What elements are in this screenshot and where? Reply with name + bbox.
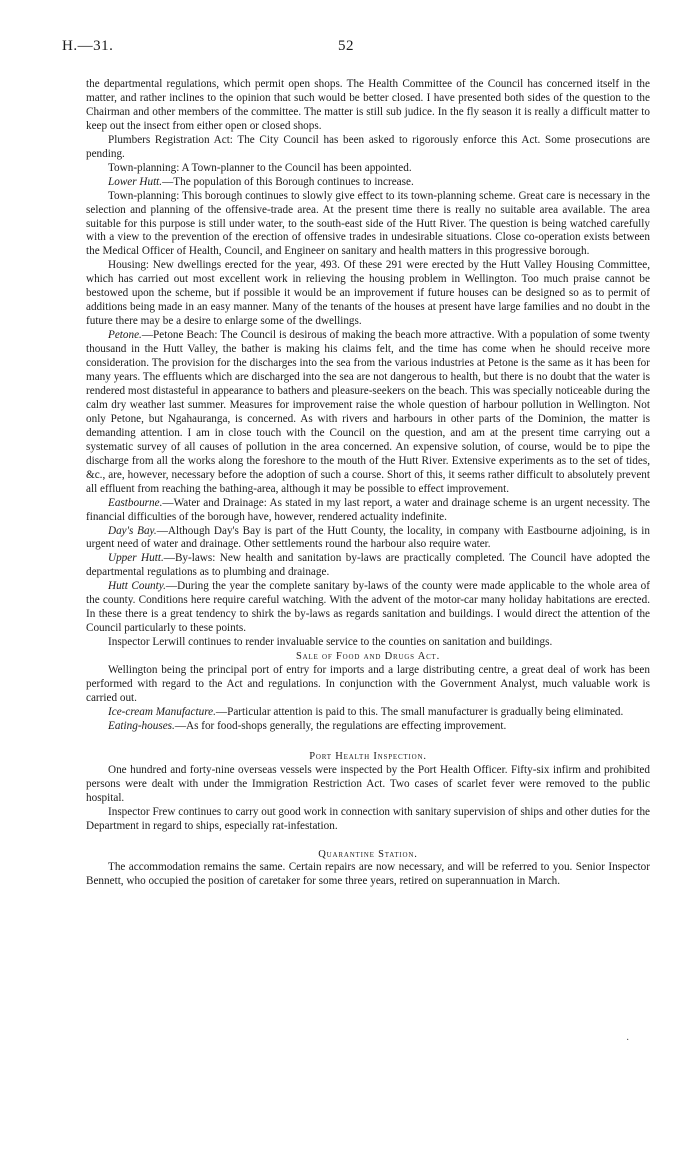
- paragraph-text: —Although Day's Bay is part of the Hutt County, the locality, in company with Eastbourne adjoining, is in urgent need of water and drainage. Other settlements round the harbour also require water.: [86, 524, 650, 551]
- paragraph-text: —Water and Drainage: As stated in my last report, a water and drainage scheme is an urgent necessity. The financial difficulties of the borough have, however, rendered actuality indefinite.: [86, 496, 650, 523]
- paragraph-text: —Petone Beach: The Council is desirous of making the beach more attractive. With a population of some twenty thousand in the Hutt Valley, the bather is making his claims felt, and the time has come when he should receive more consideration. The provision for the discharges into the sea from the various industries at Petone is the same as it has been for many years. The effluents which are discharged into the sea are not dangerous to health, but there is no doubt that the water is rendered most distasteful in appearance to bathers and pleasure-seekers on the beach. This was specially noticeable during the calm dry weather last summer. Measures for improvement raise the whole question of harbour pollution in Wellington. Not only Petone, but Ngahauranga, is concerned. As with rivers and harbours in other parts of the Dominion, the matter is demanding attention. I am in close touch with the Council on the question, and am at the present time carrying out a systematic survey of all causes of pollution in the area concerned. An expensive solution, of course, would be to pipe the discharge from all the works along the foreshore to the mouth of the Hutt River. Extensive experiments as to the set of tides, &c., are, however, necessary before the adoption of such a course. Short of this, it seems rather difficult to absolutely prevent all effluent from reaching the bathing-area, although it may be possible to effect improvement.: [86, 329, 650, 495]
- paragraph-text: Housing: New dwellings erected for the year, 493. Of these 291 were erected by the Hutt Valley Housing Committee, which has carried out most excellent work in relieving the housing problem in Wellington. Too much praise cannot be bestowed upon the scheme, but if possible it would be an improvement if future houses can be designed so as to permit of additions being made in an easy manner. Many of the tenants of the houses at present have large families and no doubt in the future there may be a desire to enlarge some of the dwellings.: [86, 259, 650, 328]
- page-mark: ·: [626, 1035, 630, 1046]
- paragraph: [86, 525, 650, 553]
- paragraph-label: Eating-houses.: [108, 719, 175, 732]
- paragraph: [86, 552, 650, 580]
- paragraph: [86, 162, 650, 176]
- paragraph-text: One hundred and forty-nine overseas vessels were inspected by the Port Health Officer. Fifty-six infirm and prohibited persons were dealt with under the Immigration Restriction Act. Two cases of scarlet fever were removed to the public hospital.: [86, 763, 650, 804]
- section-heading: Quarantine Station.: [318, 848, 418, 860]
- paragraph-label: Ice-cream Manufacture.: [108, 705, 216, 718]
- paragraph-text: the departmental regulations, which permit open shops. The Health Committee of the Council has concerned itself in the matter, and rather inclines to the opinion that such would be better closed. I have presented both sides of the question to the Chairman and other members of the committee. The matter is still sub judice. In the fly season it is really a difficult matter to keep out the insect from either open or closed shops.: [86, 78, 650, 132]
- paragraph-label: Lower Hutt.: [108, 175, 163, 188]
- paragraph-text: —During the year the complete sanitary by-laws of the county were made applicable to the whole area of the county. Conditions here require careful watching. With the advent of the motor-car many holiday habitations are erected. In these there is a great tendency to shirk the by-laws as regards sanitation and buildings. I would direct the attention of the Council particularly to these points.: [86, 580, 650, 635]
- report-body: [86, 78, 650, 889]
- paragraph-text: Town-planning: This borough continues to slowly give effect to its town-planning scheme. Great care is necessary in the selection and planning of the offensive-trade area. At the present time there is really no suitable area available. The area suitable for this purpose is still under water, to the south-east side of the Hutt River. The question is being watched carefully with a view to the prevention of the erection of offensive trades in undesirable situations. Close co-operation exists between the Medical Officer of Health, Council, and Engineer on sanitary and health matters in this progressive borough.: [86, 189, 650, 258]
- paragraph-text: Town-planning: A Town-planner to the Council has been appointed.: [108, 161, 412, 174]
- section-heading: Sale of Food and Drugs Act.: [295, 651, 441, 663]
- paragraph-label: Upper Hutt.: [108, 552, 164, 565]
- paragraph-label: Petone.: [108, 329, 142, 342]
- paragraph-text: —By-laws: New health and sanitation by-laws are practically completed. The Council have adopted the departmental regulations as to plumbing and drainage.: [86, 552, 650, 579]
- paragraph: [86, 861, 650, 889]
- paragraph: [86, 78, 650, 134]
- paragraph-label: Hutt County.: [108, 580, 166, 593]
- paragraph-text: Inspector Lerwill continues to render invaluable service to the counties on sanitation and buildings.: [108, 636, 553, 649]
- paragraph: [86, 580, 650, 636]
- paragraph-label: Eastbourne.: [108, 496, 163, 509]
- report-code: H.—31.: [62, 38, 114, 54]
- paragraph: [86, 190, 650, 260]
- paragraph-text: —As for food-shops generally, the regulations are effecting improvement.: [174, 719, 507, 732]
- paragraph-text: —Particular attention is paid to this. The small manufacturer is gradually being eliminated.: [215, 705, 624, 718]
- paragraph: [86, 497, 650, 525]
- paragraph: [86, 176, 650, 190]
- section-heading: Port Health Inspection.: [309, 750, 427, 762]
- paragraph: [86, 764, 650, 806]
- paragraph: [86, 720, 650, 734]
- paragraph-label: Day's Bay.: [108, 524, 157, 537]
- paragraph: [86, 806, 650, 834]
- paragraph: [86, 636, 650, 650]
- paragraph-text: Wellington being the principal port of entry for imports and a large distributing centre, a great deal of work has been performed with regard to the Act and regulations. In conjunction with the Government Analyst, much valuable work is carried out.: [86, 664, 650, 704]
- paragraph: [86, 329, 650, 496]
- paragraph: [86, 134, 650, 162]
- paragraph-text: Plumbers Registration Act: The City Council has been asked to rigorously enforce this Act. Some prosecutions are pending.: [86, 133, 650, 160]
- paragraph: [86, 664, 650, 706]
- paragraph: [86, 259, 650, 329]
- page-number: 52: [338, 38, 354, 54]
- paragraph-text: The accommodation remains the same. Certain repairs are now necessary, and will be referred to you. Senior Inspector Bennett, who occupied the position of caretaker for some three years, retired on superannuation in March.: [86, 861, 650, 888]
- paragraph: [86, 706, 650, 720]
- paragraph-text: —The population of this Borough continues to increase.: [162, 175, 414, 188]
- paragraph-text: Inspector Frew continues to carry out good work in connection with sanitary supervision of ships and other duties for the Department in regard to ships, especially rat-infestation.: [86, 805, 650, 832]
